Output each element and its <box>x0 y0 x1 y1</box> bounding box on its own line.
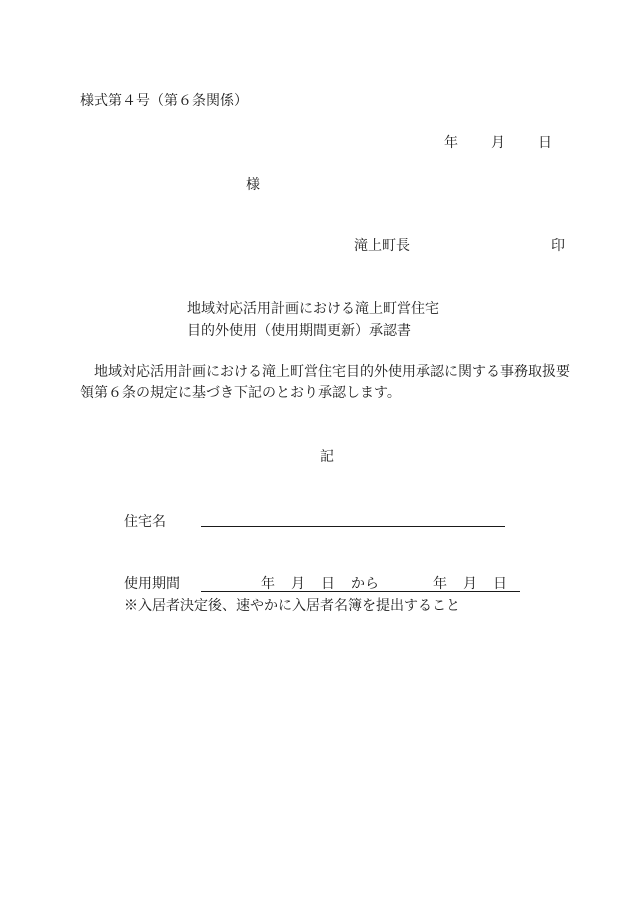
document-title-line-1: 地域対応活用計画における滝上町営住宅 <box>187 301 439 317</box>
document-title-line-2: 目的外使用（使用期間更新）承認書 <box>187 323 411 339</box>
usage-period-field-line <box>201 591 520 592</box>
period-end-year: 年 <box>433 576 447 592</box>
period-start-year: 年 <box>261 576 275 592</box>
period-start-month: 月 <box>291 576 305 592</box>
period-start-day: 日 <box>321 576 335 592</box>
date-year-label: 年 <box>444 135 458 151</box>
date-month-label: 月 <box>491 135 505 151</box>
seal-mark: 印 <box>551 238 565 254</box>
house-name-label: 住宅名 <box>124 514 166 530</box>
date-day-label: 日 <box>538 135 552 151</box>
addressee-suffix: 様 <box>246 177 260 193</box>
body-paragraph: 地域対応活用計画における滝上町営住宅目的外使用承認に関する事務取扱要領第６条の規定に基づき下記のとおり承認します。 <box>80 364 570 401</box>
date-line <box>444 134 552 152</box>
period-end-month: 月 <box>463 576 477 592</box>
usage-period-label: 使用期間 <box>124 576 180 592</box>
form-number: 様式第４号（第６条関係） <box>80 93 248 109</box>
record-heading: 記 <box>320 449 334 465</box>
house-name-field-line <box>201 526 505 527</box>
submission-note: ※入居者決定後、速やかに入居者名簿を提出すること <box>124 598 460 614</box>
period-end-day: 日 <box>493 576 507 592</box>
issuer-name: 滝上町長 <box>354 238 410 254</box>
period-from: から <box>351 576 379 592</box>
